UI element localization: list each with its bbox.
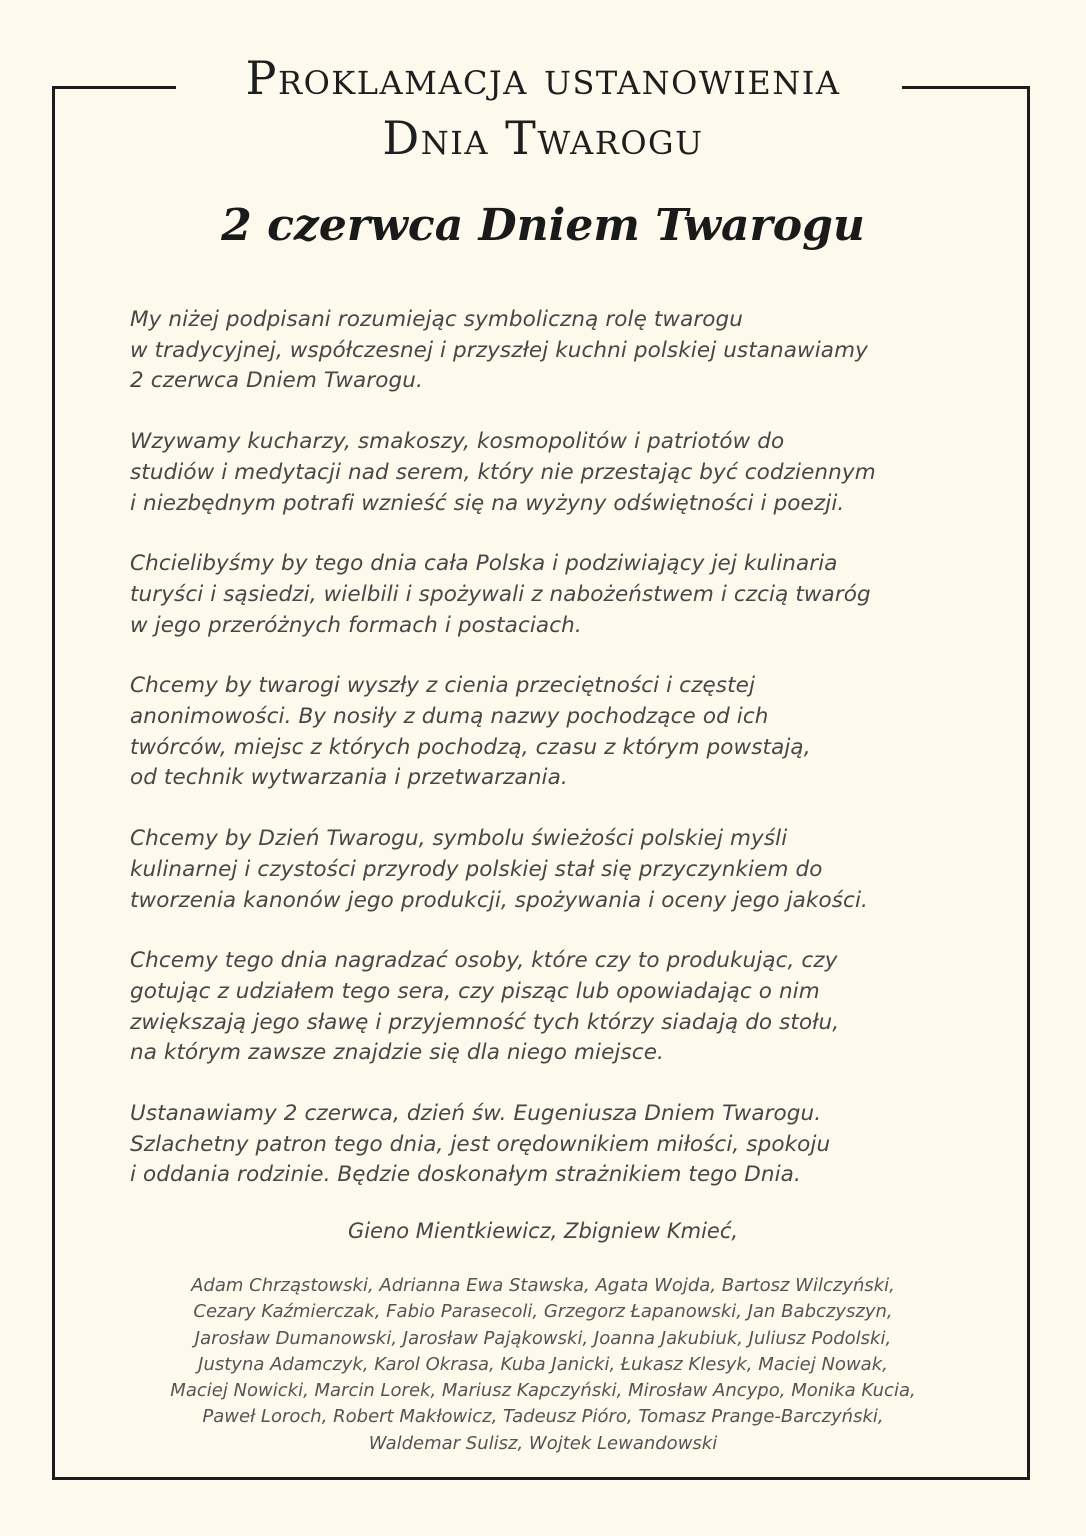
paragraph-line: twórców, miejsc z których pochodzą, czasu z którym powstają,	[130, 734, 811, 760]
paragraph-line: My niżej podpisani rozumiejąc symboliczną rolę twarogu	[130, 307, 744, 332]
paragraph-line: kulinarnej i czystości przyrody polskiej stał się przyczynkiem do	[130, 856, 823, 882]
paragraph-line: Wzywamy kucharzy, smakoszy, kosmopolitów i patriotów do	[130, 429, 785, 455]
paragraph-5	[130, 824, 960, 916]
paragraph-line: Chcemy tego dnia nagradzać osoby, które czy to produkując, czy	[130, 948, 838, 974]
paragraph-4	[130, 671, 960, 794]
title-line-2: Dnia Twarogu	[382, 111, 704, 165]
paragraph-line: 2 czerwca Dniem Twarogu.	[130, 368, 423, 394]
paragraph-line: Szlachetny patron tego dnia, jest orędownikiem miłości, spokoju	[130, 1131, 831, 1157]
primary-signers: Gieno Mientkiewicz, Zbigniew Kmieć,	[347, 1219, 739, 1243]
proclamation-body	[130, 305, 960, 1221]
paragraph-line: i niezbędnym potrafi wznieść się na wyżyny odświętności i poezji.	[130, 490, 845, 516]
signatories-line: Jarosław Dumanowski, Jarosław Pająkowski, Joanna Jakubiuk, Juliusz Podolski,	[194, 1327, 892, 1349]
paragraph-line: i oddania rodzinie. Będzie doskonałym strażnikiem tego Dnia.	[130, 1162, 801, 1188]
paragraph-1	[130, 305, 960, 397]
paragraph-line: w jego przeróżnych formach i postaciach.	[130, 612, 582, 638]
paragraph-line: od technik wytwarzania i przetwarzania.	[130, 765, 568, 791]
signatories-line: Adam Chrząstowski, Adrianna Ewa Stawska, Agata Wojda, Bartosz Wilczyński,	[191, 1275, 895, 1296]
paragraph-line: Chcemy by Dzień Twarogu, symbolu świeżości polskiej myśli	[130, 826, 788, 852]
paragraph-line: Chcielibyśmy by tego dnia cała Polska i podziwiający jej kulinaria	[130, 551, 838, 577]
paragraph-line: studiów i medytacji nad serem, który nie przestając być codziennym	[130, 459, 876, 485]
paragraph-line: turyści i sąsiedzi, wielbili i spożywali z nabożeństwem i czcią twaróg	[130, 581, 871, 607]
paragraph-3	[130, 549, 960, 641]
paragraph-line: gotując z udziałem tego sera, czy pisząc lub opowiadając o nim	[130, 978, 820, 1004]
signatories-line: Justyna Adamczyk, Karol Okrasa, Kuba Janicki, Łukasz Klesyk, Maciej Nowak,	[198, 1353, 888, 1375]
paragraph-2	[130, 427, 960, 519]
paragraph-line: Ustanawiamy 2 czerwca, dzień św. Eugeniusza Dniem Twarogu.	[130, 1101, 822, 1127]
paragraph-line: zwiększają jego sławę i przyjemność tych którzy siadają do stołu,	[130, 1009, 840, 1035]
title-line-1: Proklamacja ustanowienia	[245, 51, 841, 105]
document-subtitle: 2 czerwca Dniem Twarogu	[221, 200, 865, 251]
signatories-list	[0, 1273, 1086, 1457]
signatories-line: Cezary Kaźmierczak, Fabio Parasecoli, Grzegorz Łapanowski, Jan Babczyszyn,	[193, 1301, 893, 1323]
signatories-line: Paweł Loroch, Robert Makłowicz, Tadeusz Pióro, Tomasz Prange-Barczyński,	[202, 1406, 884, 1428]
signatories-line: Maciej Nowicki, Marcin Lorek, Mariusz Kapczyński, Mirosław Ancypo, Monika Kucia,	[170, 1380, 916, 1402]
paragraph-7	[130, 1099, 960, 1191]
document-title	[0, 48, 1086, 168]
paragraph-line: anonimowości. By nosiły z dumą nazwy pochodzące od ich	[130, 704, 769, 730]
signatories-line: Waldemar Sulisz, Wojtek Lewandowski	[368, 1432, 718, 1454]
paragraph-line: w tradycyjnej, współczesnej i przyszłej kuchni polskiej ustanawiamy	[130, 337, 868, 363]
paragraph-line: tworzenia kanonów jego produkcji, spożywania i oceny jego jakości.	[130, 887, 868, 913]
paragraph-6	[130, 946, 960, 1069]
paragraph-line: Chcemy by twarogi wyszły z cienia przeciętności i częstej	[130, 673, 756, 699]
paragraph-line: na którym zawsze znajdzie się dla niego miejsce.	[130, 1040, 664, 1066]
